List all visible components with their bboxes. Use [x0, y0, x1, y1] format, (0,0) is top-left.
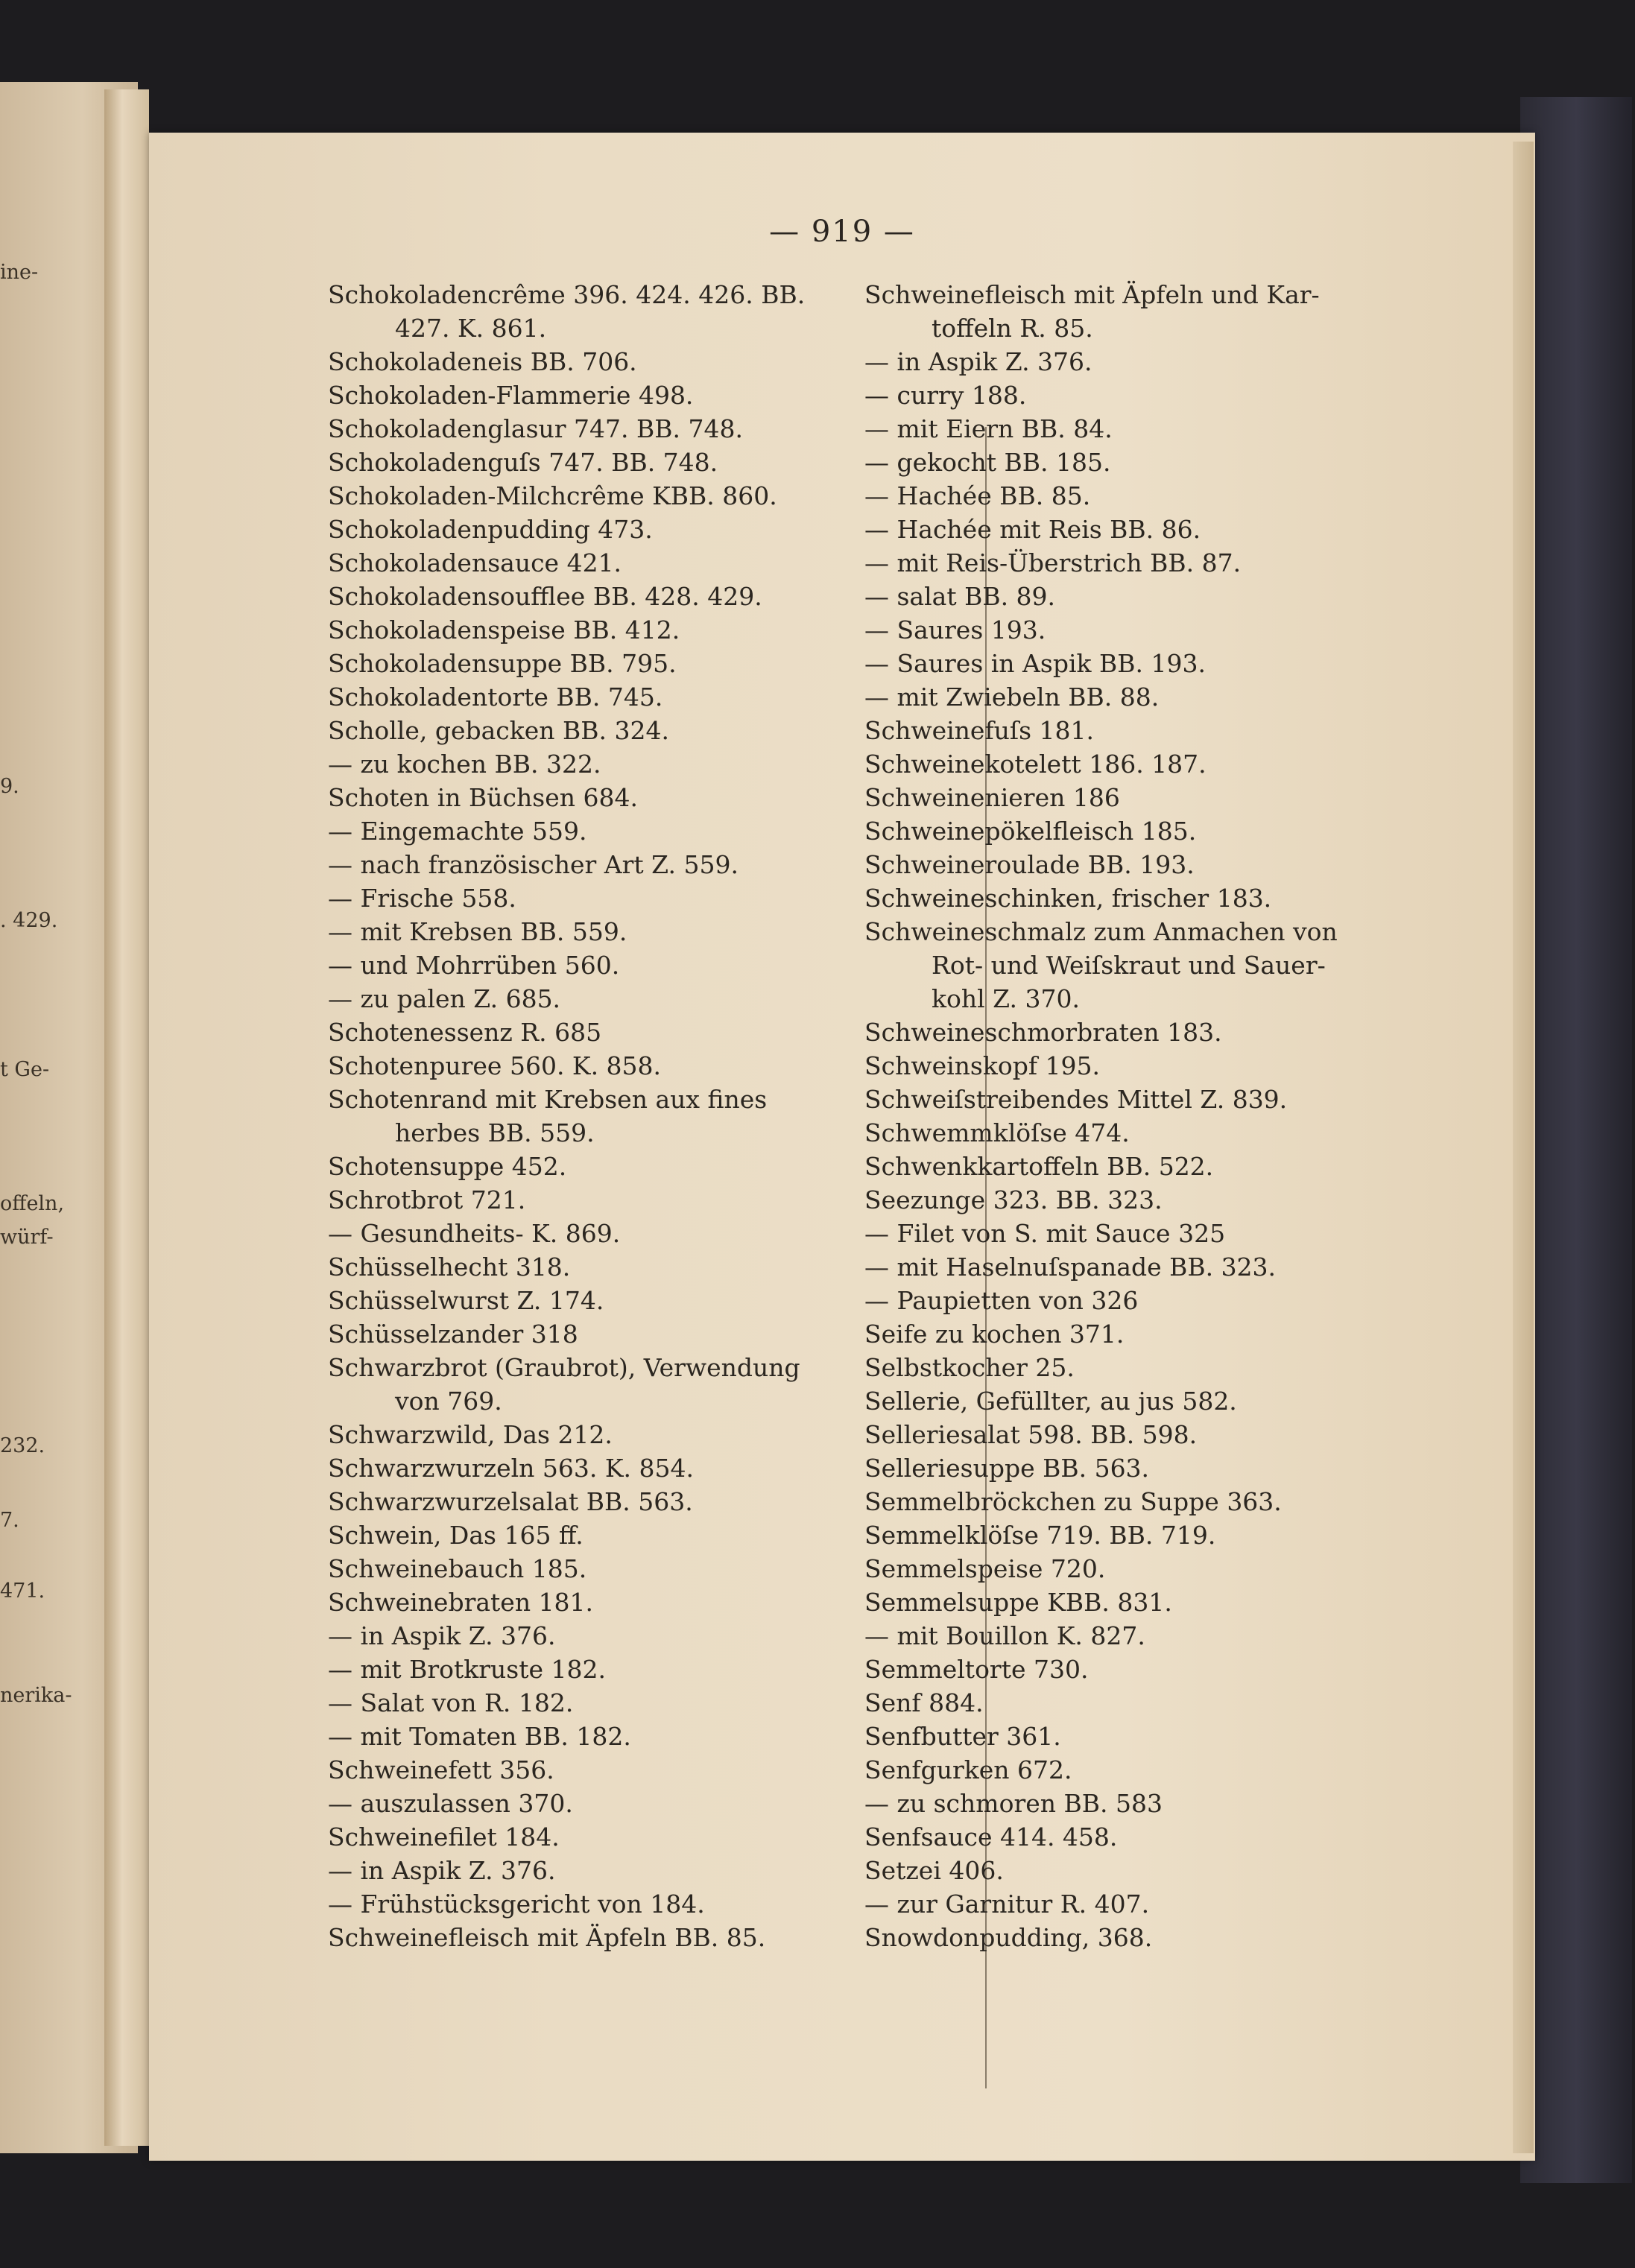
index-entry: — gekocht BB. 185. — [864, 448, 1111, 477]
index-entry: Schweinebraten 181. — [328, 1588, 594, 1617]
index-entry: — Filet von S. mit Sauce 325 — [864, 1219, 1226, 1248]
index-entry: Schwein, Das 165 ff. — [328, 1521, 584, 1550]
index-entry: Schwenkkartoffeln BB. 522. — [864, 1152, 1214, 1181]
index-entry: Schweinekotelett 186. 187. — [864, 750, 1207, 779]
index-entry: — Frische 558. — [328, 884, 516, 913]
index-entry: Rot- und Weiſskraut und Sauer- — [932, 951, 1326, 980]
index-entry: Schokoladenglasur 747. BB. 748. — [328, 414, 743, 443]
index-entry: Schokoladensuppe BB. 795. — [328, 649, 677, 678]
index-entry: — zu kochen BB. 322. — [328, 750, 601, 779]
index-entry: — in Aspik Z. 376. — [864, 347, 1092, 376]
index-entry: Schweineroulade BB. 193. — [864, 850, 1195, 879]
index-entry: Schokoladenpudding 473. — [328, 515, 653, 544]
index-entry: — zur Garnitur R. 407. — [864, 1890, 1150, 1919]
index-entry: Schotensuppe 452. — [328, 1152, 567, 1181]
index-entry: Semmelsuppe KBB. 831. — [864, 1588, 1172, 1617]
index-entry: Schokoladencrême 396. 424. 426. BB. — [328, 280, 806, 309]
index-entry: Selbstkocher 25. — [864, 1353, 1075, 1382]
index-entry: Schweinskopf 195. — [864, 1051, 1101, 1080]
index-entry: — und Mohrrüben 560. — [328, 951, 620, 980]
index-entry: toffeln R. 85. — [932, 314, 1093, 343]
facing-page-fragment: ine- — [0, 261, 39, 284]
index-entry: Schokoladenguſs 747. BB. 748. — [328, 448, 718, 477]
index-entry: — Frühstücksgericht von 184. — [328, 1890, 705, 1919]
index-entry: Senfbutter 361. — [864, 1722, 1061, 1751]
index-entry: Schweinepökelfleisch 185. — [864, 817, 1197, 846]
index-entry: Semmelklöſse 719. BB. 719. — [864, 1521, 1216, 1550]
index-entry: Schwarzbrot (Graubrot), Verwendung — [328, 1353, 800, 1382]
index-entry: — salat BB. 89. — [864, 582, 1056, 611]
index-entry: Schweinefilet 184. — [328, 1822, 560, 1852]
index-entry: Schwarzwurzeln 563. K. 854. — [328, 1454, 694, 1483]
index-entry: Schoten in Büchsen 684. — [328, 783, 638, 812]
index-entry: Schokoladentorte BB. 745. — [328, 682, 663, 712]
index-entry: Schweineschinken, frischer 183. — [864, 884, 1272, 913]
facing-page-fragment: . 429. — [0, 909, 58, 932]
index-entry: Schrotbrot 721. — [328, 1185, 526, 1214]
index-entry: Schokoladenspeise BB. 412. — [328, 615, 680, 644]
index-entry: Semmelspeise 720. — [864, 1554, 1106, 1583]
facing-page-fragment: 471. — [0, 1580, 45, 1603]
index-entry: Schweineschmorbraten 183. — [864, 1018, 1222, 1047]
index-entry: Schokoladen-Flammerie 498. — [328, 381, 694, 410]
facing-page-fragment: t Ge- — [0, 1058, 50, 1081]
index-entry: — Saures in Aspik BB. 193. — [864, 649, 1206, 678]
index-entry: — in Aspik Z. 376. — [328, 1621, 556, 1650]
index-entry: Schweinenieren 186 — [864, 783, 1120, 812]
index-entry: Schokoladeneis BB. 706. — [328, 347, 637, 376]
index-entry: — mit Reis-Überstrich BB. 87. — [864, 548, 1242, 577]
index-entry: Schweiſstreibendes Mittel Z. 839. — [864, 1085, 1288, 1114]
index-entry: Schüsselhecht 318. — [328, 1252, 571, 1282]
index-entry: von 769. — [395, 1387, 502, 1416]
index-entry: Selleriesalat 598. BB. 598. — [864, 1420, 1198, 1449]
facing-page-fragment: offeln, — [0, 1192, 65, 1215]
index-entry: Schokoladensoufflee BB. 428. 429. — [328, 582, 762, 611]
index-entry: Schwarzwurzelsalat BB. 563. — [328, 1487, 693, 1516]
index-entry: Schokoladen-Milchcrême KBB. 860. — [328, 481, 777, 510]
index-entry: Senfgurken 672. — [864, 1755, 1072, 1784]
index-entry: — auszulassen 370. — [328, 1789, 573, 1818]
book-gutter — [104, 89, 149, 2146]
index-entry: Schweinefuſs 181. — [864, 716, 1095, 745]
index-entry: Senfsauce 414. 458. — [864, 1822, 1118, 1852]
facing-page-fragment: 7. — [0, 1509, 19, 1532]
index-entry: Schokoladensauce 421. — [328, 548, 622, 577]
index-entry: — mit Eiern BB. 84. — [864, 414, 1113, 443]
index-entry: — Salat von R. 182. — [328, 1688, 574, 1717]
facing-page-fragment: 9. — [0, 775, 19, 798]
index-entry: Semmelbröckchen zu Suppe 363. — [864, 1487, 1282, 1516]
index-entry: Schweinefleisch mit Äpfeln BB. 85. — [328, 1923, 766, 1952]
index-entry: — Gesundheits- K. 869. — [328, 1219, 621, 1248]
index-entry: — in Aspik Z. 376. — [328, 1856, 556, 1885]
index-entry: Schweinebauch 185. — [328, 1554, 587, 1583]
index-entry: Schotenrand mit Krebsen aux fines — [328, 1085, 768, 1114]
index-entry: Selleriesuppe BB. 563. — [864, 1454, 1150, 1483]
index-entry: kohl Z. 370. — [932, 984, 1080, 1013]
index-entry: Schweineschmalz zum Anmachen von — [864, 917, 1338, 946]
index-entry: Schüsselwurst Z. 174. — [328, 1286, 604, 1315]
index-entry: — Hachée BB. 85. — [864, 481, 1091, 510]
index-entry: Senf 884. — [864, 1688, 984, 1717]
index-entry: Sellerie, Gefüllter, au jus 582. — [864, 1387, 1237, 1416]
index-entry: — nach französischer Art Z. 559. — [328, 850, 739, 879]
index-entry: Seife zu kochen 371. — [864, 1320, 1125, 1349]
index-entry: — Eingemachte 559. — [328, 817, 587, 846]
index-entry: — zu schmoren BB. 583 — [864, 1789, 1163, 1818]
index-entry: 427. K. 861. — [395, 314, 547, 343]
index-entry: — Hachée mit Reis BB. 86. — [864, 515, 1201, 544]
index-entry: — zu palen Z. 685. — [328, 984, 561, 1013]
index-entry: Seezunge 323. BB. 323. — [864, 1185, 1163, 1214]
index-entry: Schwarzwild, Das 212. — [328, 1420, 613, 1449]
index-entry: Scholle, gebacken BB. 324. — [328, 716, 669, 745]
index-entry: Snowdonpudding, 368. — [864, 1923, 1153, 1952]
index-entry: Schwemmklöſse 474. — [864, 1118, 1130, 1147]
index-entry: Semmeltorte 730. — [864, 1655, 1089, 1684]
facing-page-fragment: nerika- — [0, 1684, 72, 1707]
page-edge — [1513, 142, 1534, 2153]
facing-page-fragment: würf- — [0, 1226, 54, 1249]
index-entry: — mit Zwiebeln BB. 88. — [864, 682, 1160, 712]
index-entry: — mit Bouillon K. 827. — [864, 1621, 1145, 1650]
index-entry: Schotenpuree 560. K. 858. — [328, 1051, 662, 1080]
index-entry: — mit Brotkruste 182. — [328, 1655, 606, 1684]
index-entry: — mit Haselnuſspanade BB. 323. — [864, 1252, 1277, 1282]
index-entry: — mit Tomaten BB. 182. — [328, 1722, 631, 1751]
page-number: — 919 — — [769, 215, 915, 249]
index-entry: — mit Krebsen BB. 559. — [328, 917, 627, 946]
index-entry: Schüsselzander 318 — [328, 1320, 578, 1349]
index-entry: Schweinefett 356. — [328, 1755, 554, 1784]
index-entry: herbes BB. 559. — [395, 1118, 595, 1147]
index-entry: — Saures 193. — [864, 615, 1046, 644]
index-column-right — [864, 278, 1520, 1954]
index-entry: Setzei 406. — [864, 1856, 1004, 1885]
book-cover — [1520, 97, 1632, 2183]
index-entry: — Paupietten von 326 — [864, 1286, 1139, 1315]
facing-page-fragment: 232. — [0, 1434, 45, 1457]
index-entry: — curry 188. — [864, 381, 1027, 410]
index-entry: Schweinefleisch mit Äpfeln und Kar- — [864, 280, 1320, 309]
index-page — [149, 133, 1535, 2161]
index-entry: Schotenessenz R. 685 — [328, 1018, 602, 1047]
